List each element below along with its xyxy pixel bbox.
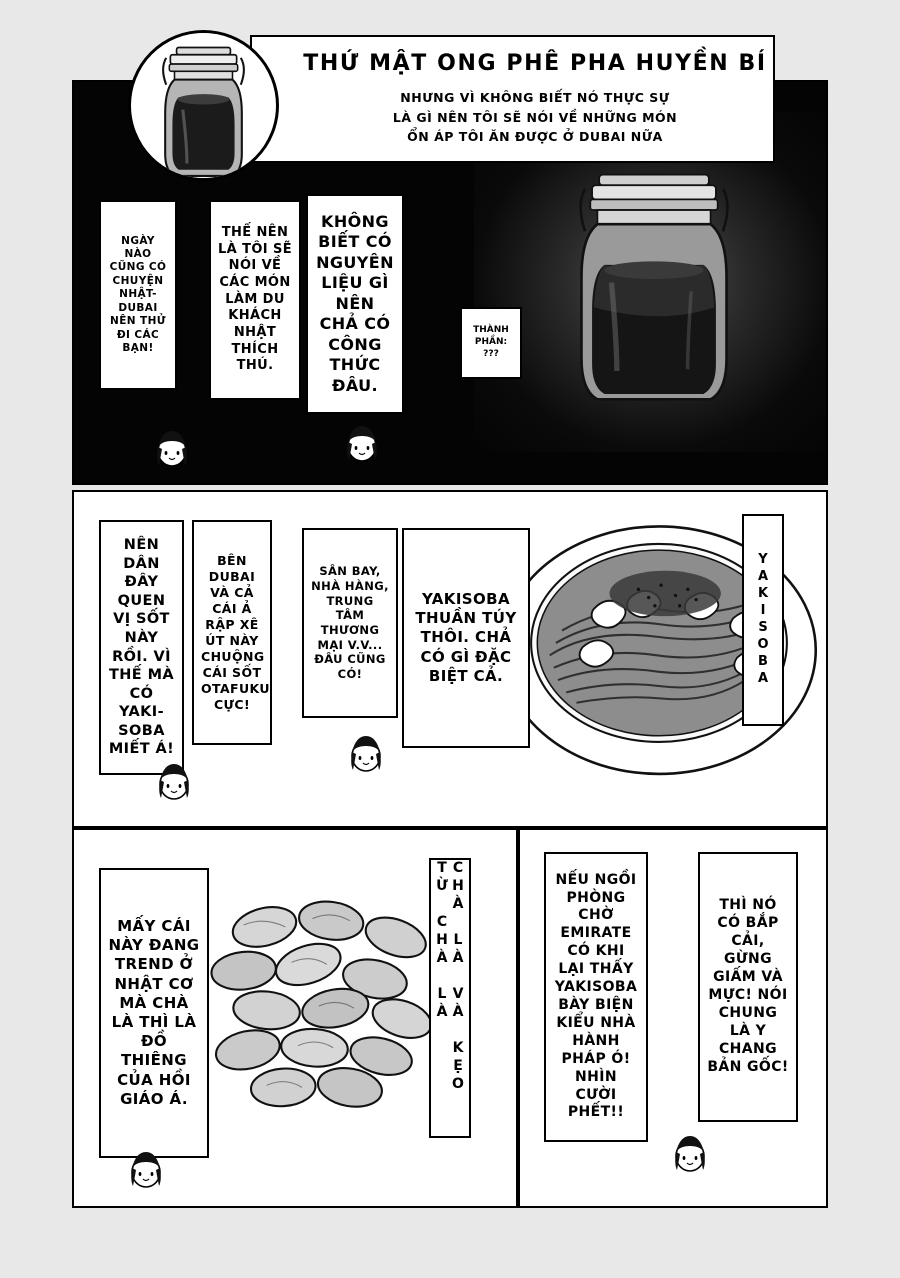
bubble-2-4: YAKISOBA THUẦN TÚY THÔI. CHẢ CÓ GÌ ĐẶC BIỆT CẢ.	[402, 528, 530, 748]
bubble-3-1: MẤY CÁI NÀY ĐANG TREND Ở NHẬT CƠ MÀ CHÀ LÀ THÌ LÀ ĐỒ THIÊNG CỦA HỒI GIÁO Á.	[99, 868, 209, 1158]
panel-3	[72, 828, 518, 1208]
bubble-4-1: NẾU NGỒI PHÒNG CHỜ EMIRATE CÓ KHI LẠI THẤY YAKISOBA BÀY BIỆN KIỂU NHÀ HÀNH PHÁP Ó! NHÌN CƯỜI PHẾT!!	[544, 852, 648, 1142]
title-block	[250, 35, 775, 163]
chibi-head-icon	[342, 422, 382, 464]
subtitle-line-1: NHƯNG VÌ KHÔNG BIẾT NÓ THỰC SỰ	[400, 90, 670, 106]
bubble-2-3: SÂN BAY, NHÀ HÀNG, TRUNG TÂM THƯƠNG MẠI V.V... ĐÂU CŨNG CÓ!	[302, 528, 398, 718]
panel-4	[518, 828, 828, 1208]
bubble-1-2: THẾ NÊN LÀ TÔI SẼ NÓI VỀ CÁC MÓN LÀM DU KHÁCH NHẬT THÍCH THÚ.	[209, 200, 301, 400]
dates-pile-icon	[202, 878, 452, 1128]
panel-2	[72, 490, 828, 828]
yakisoba-label: YAKISOBA	[742, 514, 784, 726]
page-subtitle	[393, 88, 677, 146]
bubble-1-1: NGÀY NÀO CŨNG CÓ CHUYỆN NHẬT-DUBAI NÊN THỬ ĐI CÁC BẠN!	[99, 200, 177, 390]
jar-badge	[128, 30, 279, 181]
chibi-head-icon	[126, 1148, 166, 1190]
ingredient-tag: THÀNH PHẦN: ???	[460, 307, 522, 379]
chibi-head-icon	[670, 1132, 710, 1174]
chibi-head-icon	[154, 760, 194, 802]
bubble-4-2: THÌ NÓ CÓ BẮP CẢI, GỪNG GIẤM VÀ MỰC! NÓI CHUNG LÀ Y CHANG BẢN GỐC!	[698, 852, 798, 1122]
honey-jar-icon	[539, 137, 769, 437]
subtitle-line-2: LÀ GÌ NÊN TÔI SẼ NÓI VỀ NHỮNG MÓN	[392, 109, 678, 125]
chibi-head-icon	[152, 427, 192, 469]
bubble-1-3: KHÔNG BIẾT CÓ NGUYÊN LIỆU GÌ NÊN CHẢ CÓ CÔNG THỨC ĐÂU.	[306, 194, 404, 414]
dates-label: CHÀ LÀ VÀ KẸO TỪ CHÀ LÀ	[429, 858, 471, 1138]
chibi-head-icon	[346, 732, 386, 774]
subtitle-line-3: ỔN ÁP TÔI ĂN ĐƯỢC Ở DUBAI NỮA	[407, 129, 663, 145]
bubble-2-2: BÊN DUBAI VÀ CẢ CÁI Ả RẬP XÊ ÚT NÀY CHUỘNG CÁI SỐT OTAFUKU CỰC!	[192, 520, 272, 745]
page-title: THỨ MẬT ONG PHÊ PHA HUYỀN BÍ	[303, 51, 767, 77]
bubble-2-1: NÊN DÂN ĐÂY QUEN VỊ SỐT NÀY RỒI. VÌ THẾ MÀ CÓ YAKI-SOBA MIẾT Á!	[99, 520, 184, 775]
honey-jar-icon	[131, 33, 276, 178]
